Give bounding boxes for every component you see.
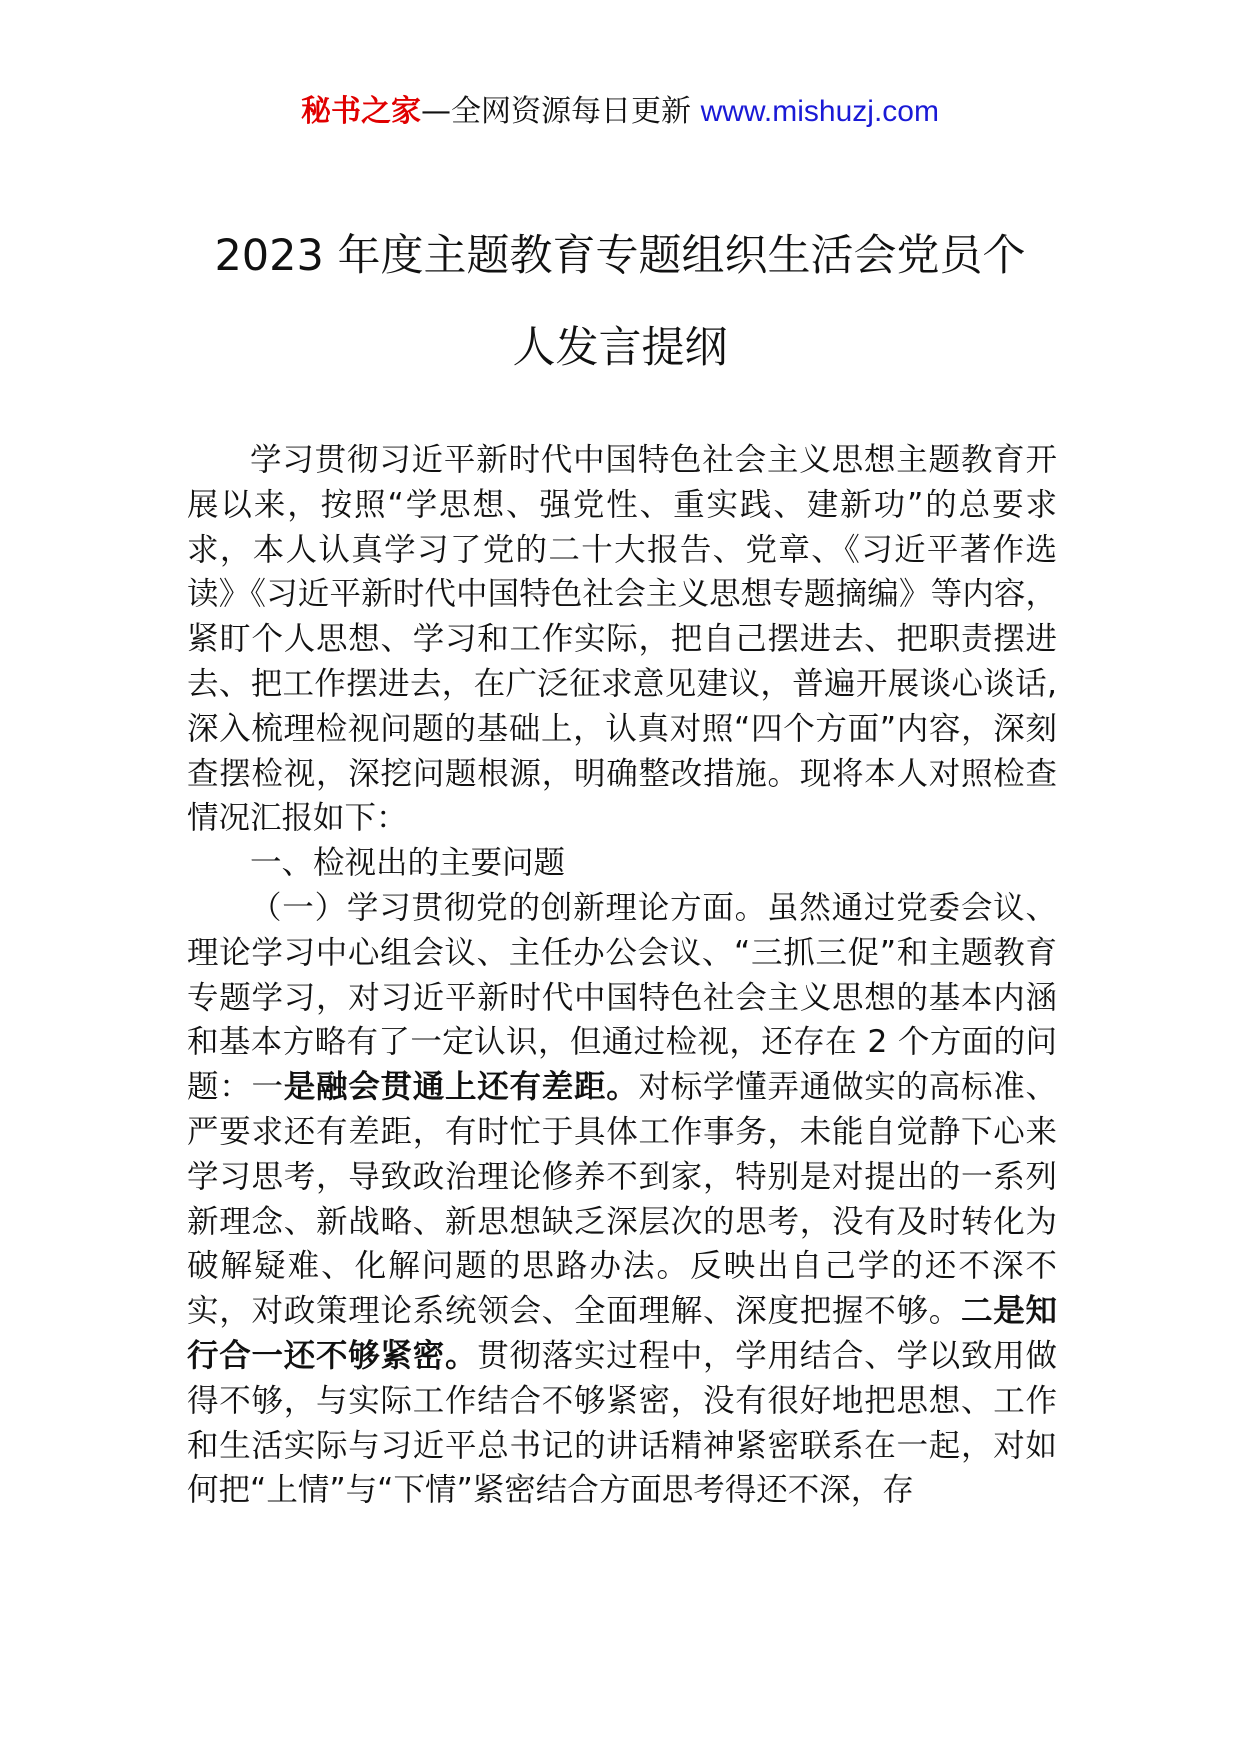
para-text-a: （一）学习贯彻党的创新理论方面。虽然通过党委会议、理论学习中心组会议、主任办公会议、“三抓三促”和主题教育专题学习，对习近平新时代中国特色社会主义思想的基本内涵和基本方略有了一定认识，但通过检视，还存在 2 个方面的问题：一 (187, 889, 1057, 1106)
para-text-c: 贯彻落实过程中，学用结合、学以致用做得不够，与实际工作结合不够紧密，没有很好地把思想、工作和生活实际与习近平总书记的讲话精神紧密联系在一起，对如何把“上情”与“下情”紧密结合方面思考得还不深，存 (187, 1337, 1057, 1509)
header-tagline: —全网资源每日更新 (421, 94, 692, 129)
problem-paragraph-1 (187, 886, 1057, 1513)
para-text-b: 对标学懂弄通做实的高标准、严要求还有差距，有时忙于具体工作事务，未能自觉静下心来学习思考，导致政治理论修养不到家，特别是对提出的一系列新理念、新战略、新思想缺乏深层次的思考，没有及时转化为破解疑难、化解问题的思路办法。反映出自己学的还不深不实，对政策理论系统领会、全面理解、深度把握不够。 (187, 1069, 1057, 1330)
document-title (150, 210, 1090, 394)
site-url[interactable]: www.mishuzj.com (700, 95, 939, 128)
para-bold-1: 是融会贯通上还有差距。 (283, 1069, 639, 1106)
site-header (0, 92, 1240, 132)
brand-name: 秘书之家 (301, 94, 422, 129)
intro-paragraph: 学习贯彻习近平新时代中国特色社会主义思想主题教育开展以来，按照“学思想、强党性、重实践、建新功”的总要求求，本人认真学习了党的二十大报告、党章、《习近平著作选读》《习近平新时代中国特色社会主义思想专题摘编》等内容，紧盯个人思想、学习和工作实际，把自己摆进去、把职责摆进去、把工作摆进去，在广泛征求意见建议，普遍开展谈心谈话, 深入梳理检视问题的基础上，认真对照“四个方面”内容，深刻查摆检视，深挖问题根源，明确整改措施。现将本人对照检查情况汇报如下： (187, 442, 1057, 837)
section-heading: 一、检视出的主要问题 (250, 845, 566, 882)
title-line-2: 人发言提纲 (512, 323, 728, 373)
title-line-1: 2023 年度主题教育专题组织生活会党员个 (214, 231, 1026, 281)
para-bold-2: 二是知行合一还不够紧密。 (187, 1293, 1057, 1374)
document-body (187, 438, 1057, 1513)
